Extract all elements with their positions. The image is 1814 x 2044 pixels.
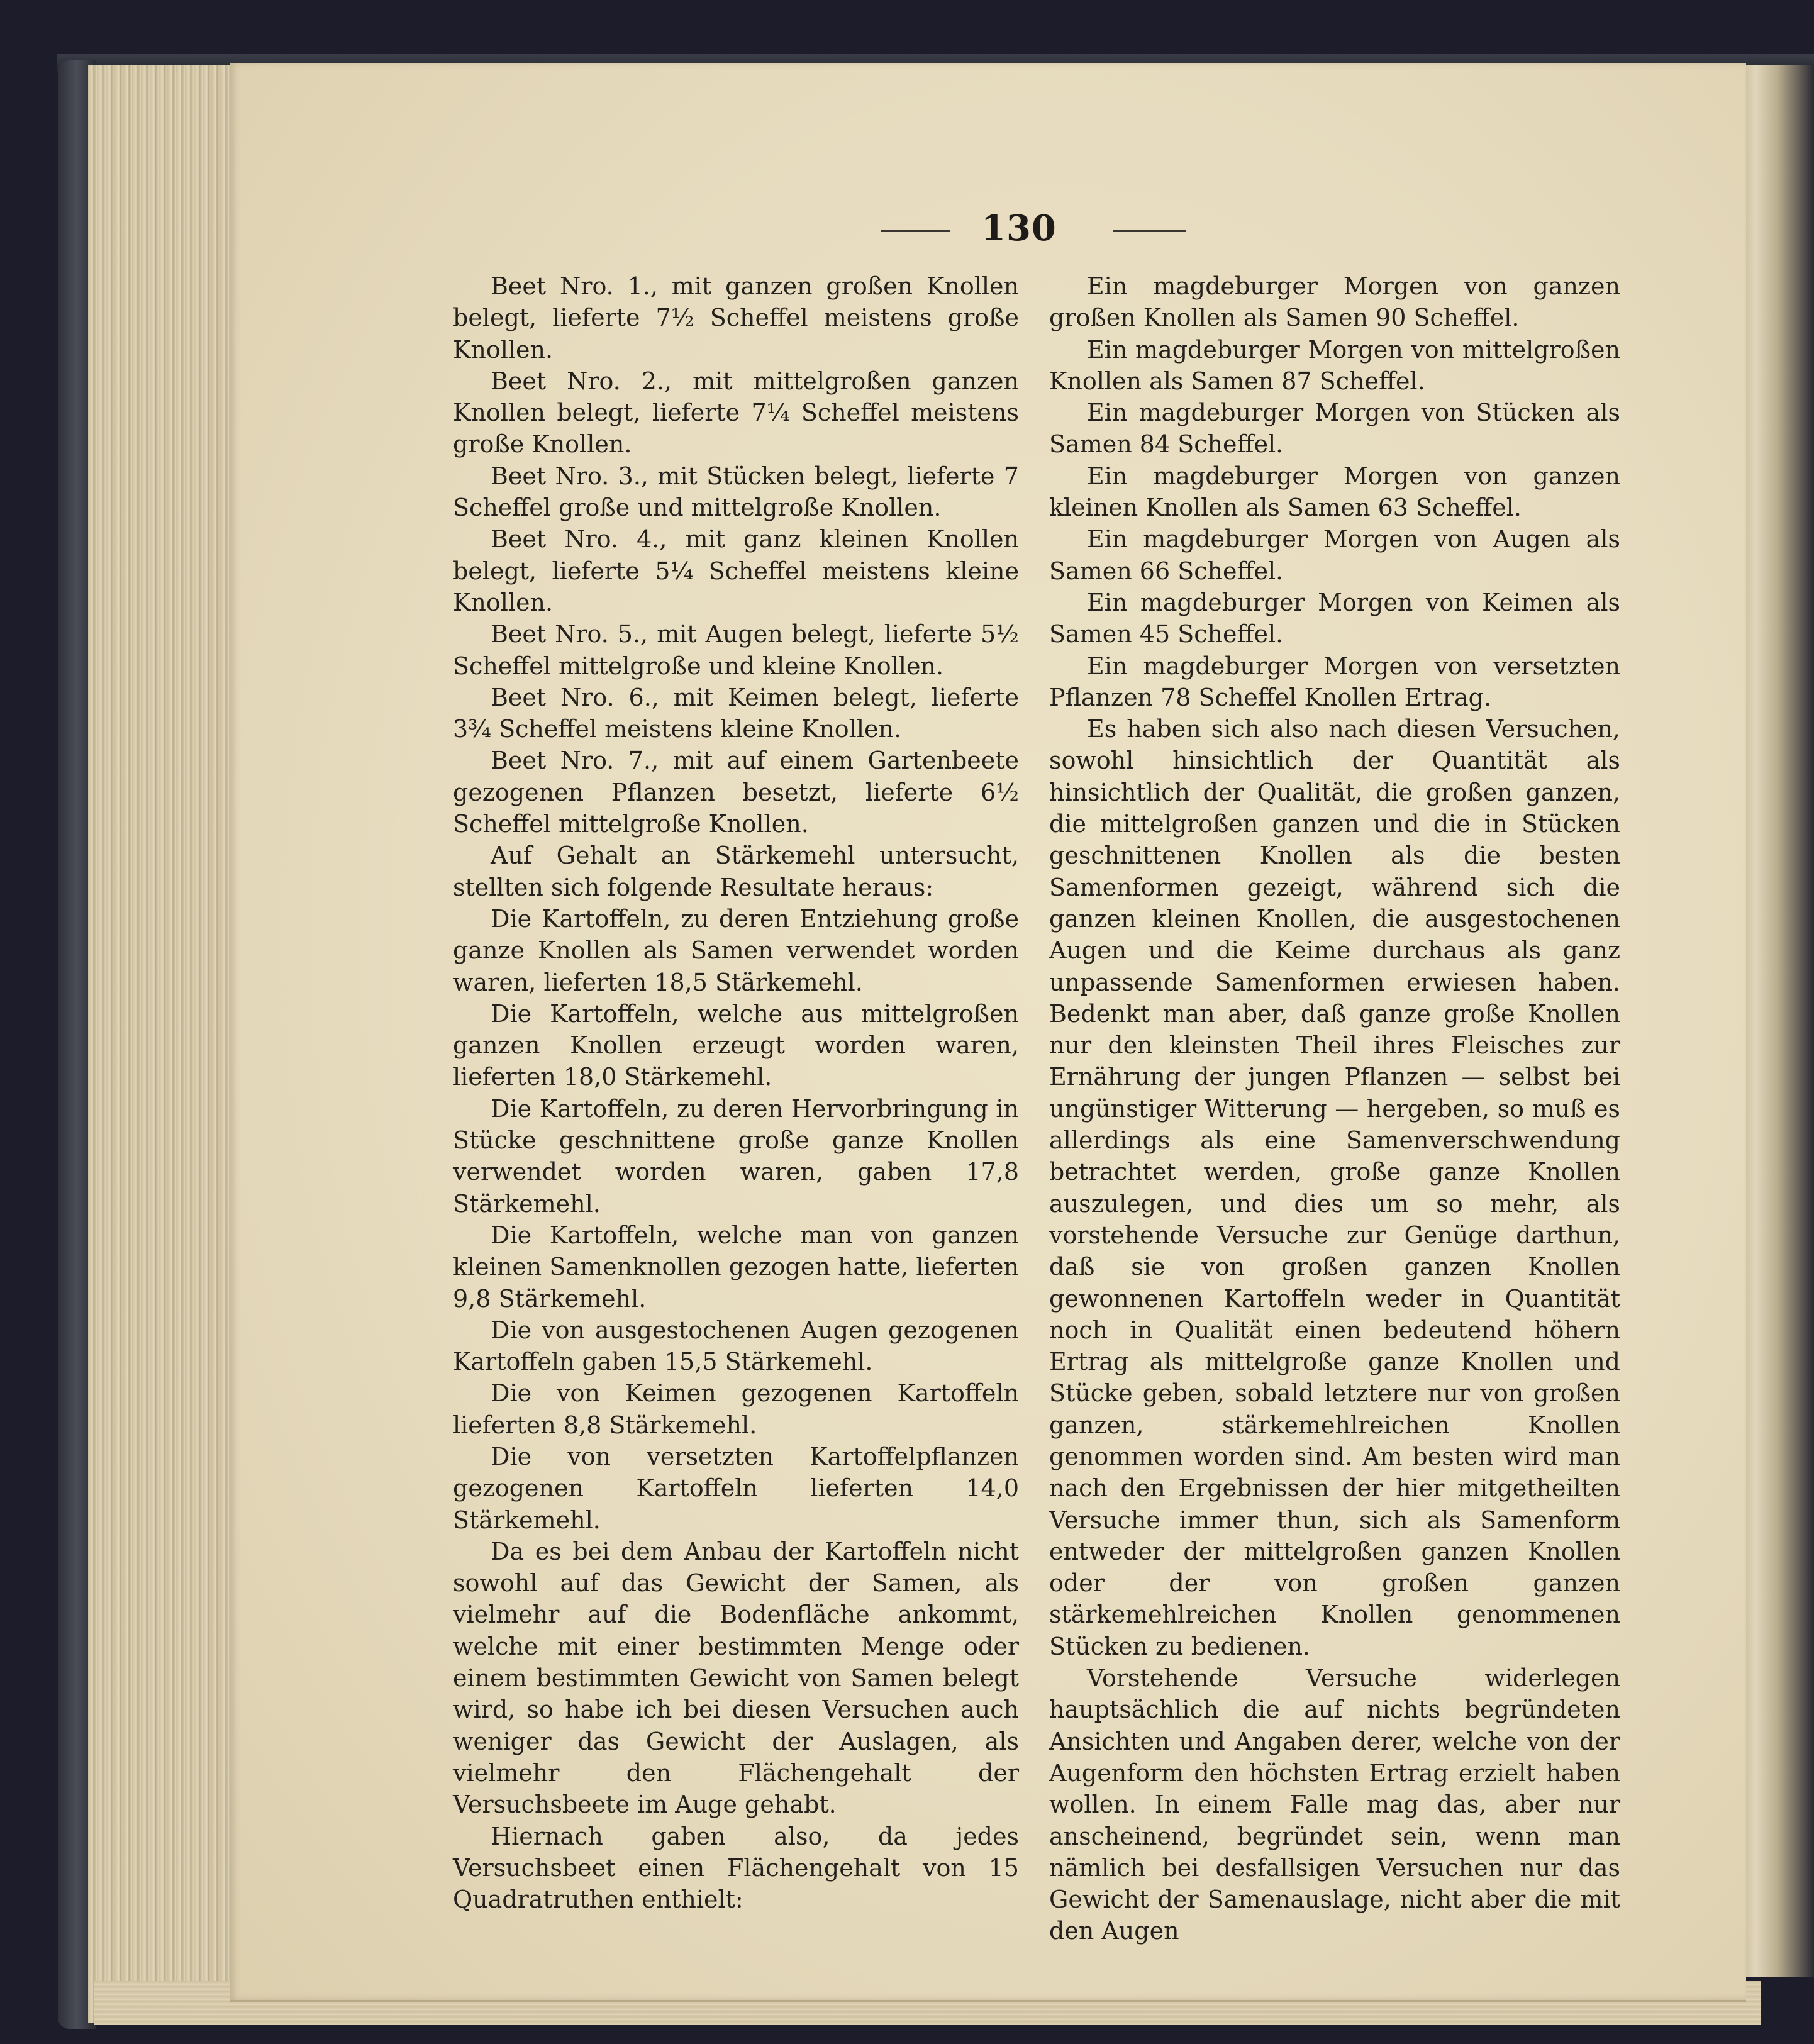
paragraph: Beet Nro. 4., mit ganz kleinen Knollen belegt, lieferte 5¼ Scheffel meistens kleine Knollen. [453, 525, 1019, 616]
paragraph: Die von ausgestochenen Augen gezogenen Kartoffeln gaben 15,5 Stärkemehl. [453, 1316, 1019, 1376]
paragraph: Die Kartoffeln, zu deren Hervorbringung in Stücke geschnittene große ganze Knollen verwendet worden waren, gaben 17,8 Stärkemehl. [453, 1094, 1019, 1218]
paragraph: Es haben sich also nach diesen Versuchen, sowohl hinsichtlich der Quantität als hinsichtlich der Qualität, die großen ganzen, die mittelgroßen ganzen und die in Stücken geschnittenen Knollen als die besten Samenformen gezeigt, während sich die ganzen kleinen Knollen, die ausgestochenen Augen und die Keime durchaus als ganz unpassende Samenformen erwiesen haben. Bedenkt man aber, daß ganze große Knollen nur den kleinsten Theil ihres Fleisches zur Ernährung der jungen Pflanzen — selbst bei ungünstiger Witterung — hergeben, so muß es allerdings als eine Samenverschwendung betrachtet werden, große ganze Knollen auszulegen, und dies um so mehr, als vorstehende Versuche zur Genüge darthun, daß sie von großen ganzen Knollen gewonnenen Kartoffeln weder in Quantität noch in Qualität einen bedeutend höhern Ertrag als mittelgroße ganze Knollen und Stücke geben, sobald letztere nur von großen ganzen, stärkemehlreichen Knollen genommen worden sind. Am besten wird man nach den Ergebnissen der hier mitgetheilten Versuche immer thun, sich als Samenform entweder der mittelgroßen ganzen Knollen oder der von großen ganzen stärkemehlreichen Knollen genommenen Stücken zu bedienen. [1049, 715, 1620, 1660]
paragraph: Ein magdeburger Morgen von Augen als Samen 66 Scheffel. [1049, 525, 1620, 585]
paragraph: Beet Nro. 3., mit Stücken belegt, lieferte 7 Scheffel große und mittelgroße Knollen. [453, 462, 1019, 522]
paragraph: Hiernach gaben also, da jedes Versuchsbeet einen Flächengehalt von 15 Quadratruthen enthielt: [453, 1822, 1019, 1914]
page-edges-right [1741, 65, 1814, 1977]
paragraph: Ein magdeburger Morgen von ganzen großen Knollen als Samen 90 Scheffel. [1049, 272, 1620, 332]
paragraph: Beet Nro. 1., mit ganzen großen Knollen belegt, lieferte 7½ Scheffel meistens große Knollen. [453, 272, 1019, 364]
paragraph: Ein magdeburger Morgen von ganzen kleinen Knollen als Samen 63 Scheffel. [1049, 462, 1620, 522]
paragraph: Die von Keimen gezogenen Kartoffeln lieferten 8,8 Stärkemehl. [453, 1379, 1019, 1439]
paragraph: Die von versetzten Kartoffelpflanzen gezogenen Kartoffeln lieferten 14,0 Stärkemehl. [453, 1442, 1019, 1534]
page-number: 130 [981, 208, 1057, 249]
paragraph: Beet Nro. 2., mit mittelgroßen ganzen Knollen belegt, lieferte 7¼ Scheffel meistens große Knollen. [453, 367, 1019, 458]
paragraph: Da es bei dem Anbau der Kartoffeln nicht sowohl auf das Gewicht der Samen, als vielmehr auf die Bodenfläche ankommt, welche mit einer bestimmten Menge oder einem bestimmten Gewicht von Samen belegt wird, so habe ich bei diesen Versuchen auch weniger das Gewicht der Auslagen, als vielmehr den Flächengehalt der Versuchsbeete im Auge gehabt. [453, 1537, 1019, 1819]
folio-rule-left [881, 230, 950, 232]
paragraph: Beet Nro. 6., mit Keimen belegt, lieferte 3¾ Scheffel meistens kleine Knollen. [453, 683, 1019, 743]
paragraph: Ein magdeburger Morgen von Stücken als Samen 84 Scheffel. [1049, 399, 1620, 458]
paragraph: Ein magdeburger Morgen von Keimen als Samen 45 Scheffel. [1049, 588, 1620, 648]
paragraph: Beet Nro. 5., mit Augen belegt, lieferte 5½ Scheffel mittelgroße und kleine Knollen. [453, 620, 1019, 680]
paragraph: Ein magdeburger Morgen von versetzten Pflanzen 78 Scheffel Knollen Ertrag. [1049, 652, 1620, 711]
paragraph: Vorstehende Versuche widerlegen hauptsächlich die auf nichts begründeten Ansichten und Angaben derer, welche von der Augenform den höchsten Ertrag erzielt haben wollen. In einem Falle mag das, aber nur anscheinend, begründet sein, wenn man nämlich bei desfallsigen Versuchen nur das Gewicht der Samenauslage, nicht aber die mit den Augen [1049, 1664, 1620, 1945]
folio-rule-right [1113, 230, 1186, 232]
right-text-column [1049, 270, 1620, 1947]
left-text-column [453, 270, 1019, 1915]
paragraph: Auf Gehalt an Stärkemehl untersucht, stellten sich folgende Resultate heraus: [453, 841, 1019, 901]
page-edges-left [88, 65, 245, 2023]
paragraph: Ein magdeburger Morgen von mittelgroßen Knollen als Samen 87 Scheffel. [1049, 335, 1620, 395]
paragraph: Beet Nro. 7., mit auf einem Gartenbeete gezogenen Pflanzen besetzt, lieferte 6½ Scheffel mittelgroße Knollen. [453, 747, 1019, 838]
paragraph: Die Kartoffeln, welche man von ganzen kleinen Samenknollen gezogen hatte, lieferten 9,8 Stärkemehl. [453, 1221, 1019, 1313]
paragraph: Die Kartoffeln, welche aus mittelgroßen ganzen Knollen erzeugt worden waren, lieferten 18,0 Stärkemehl. [453, 999, 1019, 1091]
paragraph: Die Kartoffeln, zu deren Entziehung große ganze Knollen als Samen verwendet worden waren, lieferten 18,5 Stärkemehl. [453, 904, 1019, 996]
